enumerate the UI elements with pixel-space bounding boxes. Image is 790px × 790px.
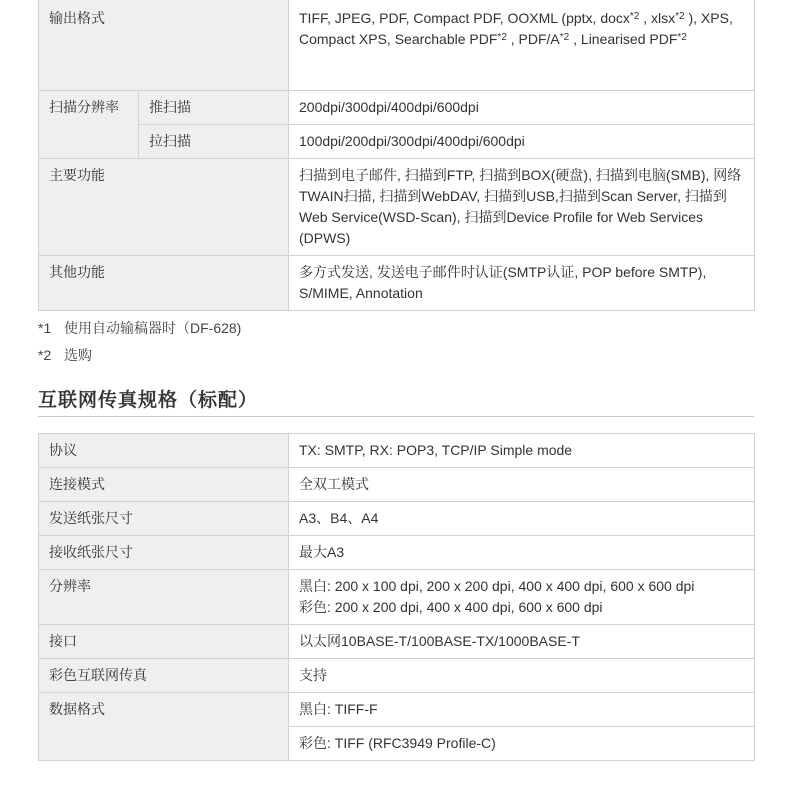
section-divider	[38, 416, 754, 417]
row-value: 最大A3	[289, 536, 755, 570]
table-row	[39, 570, 755, 625]
row-value: TX: SMTP, RX: POP3, TCP/IP Simple mode	[289, 434, 755, 468]
table-row	[39, 693, 755, 727]
table-row	[39, 625, 755, 659]
sub-label: 推扫描	[139, 91, 289, 125]
scanner-spec-table	[38, 0, 755, 311]
row-label: 接口	[39, 625, 289, 659]
table-row	[39, 468, 755, 502]
row-label: 扫描分辨率	[39, 91, 139, 159]
row-label: 输出格式	[39, 0, 289, 91]
table-row	[39, 91, 755, 125]
footnote: *1 使用自动输稿器时（DF-628)	[38, 320, 242, 336]
table-row	[39, 502, 755, 536]
internet-fax-spec-table	[38, 433, 755, 761]
row-label: 连接模式	[39, 468, 289, 502]
footnote: *2 选购	[38, 347, 92, 363]
table-row	[39, 536, 755, 570]
other-functions-value: 多方式发送, 发送电子邮件时认证(SMTP认证, POP before SMTP), S/MIME, Annotation	[289, 256, 755, 311]
row-label: 主要功能	[39, 159, 289, 256]
table-row	[39, 434, 755, 468]
pull-scan-value: 100dpi/200dpi/300dpi/400dpi/600dpi	[289, 125, 755, 159]
table-row	[39, 159, 755, 256]
row-label: 分辨率	[39, 570, 289, 625]
sub-label: 拉扫描	[139, 125, 289, 159]
row-value: 黑白: TIFF-F	[289, 693, 755, 727]
row-label: 发送纸张尺寸	[39, 502, 289, 536]
row-label: 其他功能	[39, 256, 289, 311]
row-value: 支持	[289, 659, 755, 693]
row-label: 数据格式	[39, 693, 289, 761]
table-row	[39, 659, 755, 693]
table-row	[39, 125, 755, 159]
row-value: A3、B4、A4	[289, 502, 755, 536]
push-scan-value: 200dpi/300dpi/400dpi/600dpi	[289, 91, 755, 125]
output-format-value: TIFF, JPEG, PDF, Compact PDF, OOXML (pptx, docx$^{*2}$ , xlsx$^{*2}$ ), XPS, Compact XPS, Searchable PDF$^{*2}$ , PDF/$A^{*2}$ , Linearised PDF$^{*2}$	[289, 0, 755, 91]
row-label: 彩色互联网传真	[39, 659, 289, 693]
table-row	[39, 0, 755, 91]
row-label: 接收纸张尺寸	[39, 536, 289, 570]
row-value: 全双工模式	[289, 468, 755, 502]
row-value: 黑白: 200 x 100 dpi, 200 x 200 dpi, 400 x 400 dpi, 600 x 600 dpi 彩色: 200 x 200 dpi, 400 x 400 dpi, 600 x 600 dpi	[289, 570, 755, 625]
table-row	[39, 256, 755, 311]
main-functions-value: 扫描到电子邮件, 扫描到FTP, 扫描到BOX(硬盘), 扫描到电脑(SMB), 网络TWAIN扫描, 扫描到WebDAV, 扫描到USB,扫描到Scan Server, 扫描到Web Service(WSD-Scan), 扫描到Device Profile for Web Services (DPWS)	[289, 159, 755, 256]
row-value: 彩色: TIFF (RFC3949 Profile-C)	[289, 727, 755, 761]
row-label: 协议	[39, 434, 289, 468]
section-title: 互联网传真规格（标配）	[38, 390, 259, 411]
row-value: 以太网10BASE-T/100BASE-TX/1000BASE-T	[289, 625, 755, 659]
